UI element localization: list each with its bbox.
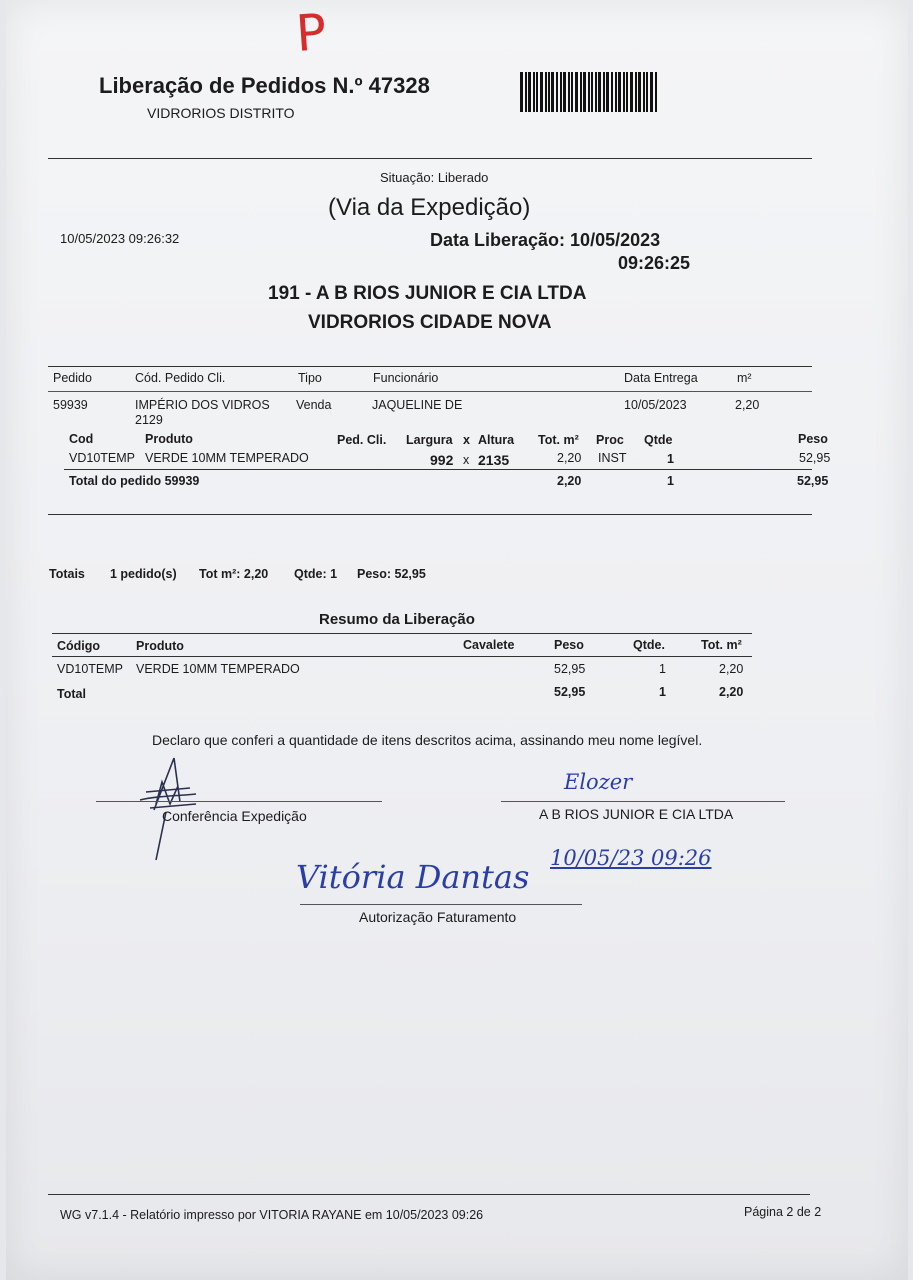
- order-header-rule: [48, 391, 812, 392]
- order-pedido: 59939: [53, 398, 88, 412]
- col-header-tipo: Tipo: [298, 371, 322, 385]
- totals-label: Totais: [49, 567, 85, 581]
- customer-name: 191 - A B RIOS JUNIOR E CIA LTDA: [268, 283, 587, 304]
- summary-total-qtde: 1: [659, 685, 666, 699]
- col-header-cod-pedido-cli: Cód. Pedido Cli.: [135, 371, 226, 385]
- order-m2: 2,20: [735, 398, 760, 412]
- item-cod: VD10TEMP: [69, 451, 135, 465]
- item-produto: VERDE 10MM TEMPERADO: [145, 451, 309, 465]
- summary-codigo: VD10TEMP: [57, 662, 123, 676]
- summary-header-tot-m2: Tot. m²: [701, 638, 742, 652]
- signature-label-left: Conferência Expedição: [162, 808, 307, 824]
- order-total-qtde: 1: [667, 474, 674, 488]
- order-cod-pedido-cli-number: 2129: [135, 413, 163, 427]
- barcode: [520, 72, 660, 112]
- summary-header-qtde: Qtde.: [633, 638, 665, 652]
- item-qtde: 1: [667, 452, 674, 466]
- item-tot-m2: 2,20: [557, 451, 582, 465]
- printed-at: 10/05/2023 09:26:32: [60, 231, 180, 246]
- summary-total-tot-m2: 2,20: [719, 685, 744, 699]
- summary-qtde: 1: [659, 662, 666, 676]
- item-header-altura: Altura: [478, 433, 515, 447]
- totals-qtde: Qtde: 1: [294, 567, 338, 581]
- order-total-label: Total do pedido 59939: [69, 474, 200, 488]
- order-cod-pedido-cli: IMPÉRIO DOS VIDROS: [135, 398, 270, 412]
- item-header-proc: Proc: [596, 433, 624, 447]
- totals-peso: Peso: 52,95: [357, 567, 426, 581]
- item-total-rule: [64, 469, 812, 470]
- summary-peso: 52,95: [554, 662, 586, 676]
- item-peso: 52,95: [799, 451, 831, 465]
- signature-handwritten-right: Elozer: [564, 770, 633, 794]
- item-header-peso: Peso: [798, 432, 828, 446]
- release-date: Data Liberação: 10/05/2023: [430, 230, 661, 250]
- summary-tot-m2: 2,20: [719, 662, 744, 676]
- order-tipo: Venda: [296, 398, 332, 412]
- col-header-funcionario: Funcionário: [373, 371, 439, 385]
- item-proc: INST: [598, 451, 627, 465]
- document-title: Liberação de Pedidos N.º 47328: [99, 73, 430, 98]
- item-header-qtde: Qtde: [644, 433, 673, 447]
- signature-label-right: A B RIOS JUNIOR E CIA LTDA: [539, 806, 734, 822]
- summary-title: Resumo da Liberação: [319, 611, 475, 628]
- item-altura: 2135: [478, 452, 510, 468]
- header-divider: [48, 158, 812, 159]
- summary-header-produto: Produto: [136, 639, 184, 653]
- summary-header-cavalete: Cavalete: [463, 638, 515, 652]
- release-time: 09:26:25: [618, 253, 691, 273]
- item-header-produto: Produto: [145, 432, 193, 446]
- summary-produto: VERDE 10MM TEMPERADO: [136, 662, 300, 676]
- document-sheet: [6, 0, 908, 1280]
- signature-line-right: [501, 801, 785, 802]
- col-header-m2: m²: [737, 371, 752, 385]
- issuer-company: VIDRORIOS DISTRITO: [147, 105, 295, 121]
- item-header-ped-cli: Ped. Cli.: [337, 433, 387, 447]
- order-table-bottom-rule: [48, 514, 812, 515]
- item-header-tot-m2: Tot. m²: [538, 433, 579, 447]
- declaration-text: Declaro que conferi a quantidade de itens descritos acima, assinando meu nome legível.: [152, 732, 703, 748]
- summary-header-codigo: Código: [57, 639, 101, 653]
- order-total-peso: 52,95: [797, 474, 829, 488]
- summary-header-rule: [52, 656, 752, 657]
- col-header-pedido: Pedido: [53, 371, 92, 385]
- signature-handwritten-center: Vitória Dantas: [296, 858, 530, 896]
- footer-page-number: Página 2 de 2: [744, 1205, 822, 1219]
- situation-label: Situação: Liberado: [380, 170, 489, 185]
- item-header-x: x: [463, 433, 470, 447]
- signature-scribble-left: [126, 752, 216, 862]
- order-funcionario: JAQUELINE DE: [372, 398, 463, 412]
- signature-line-left: [96, 801, 382, 802]
- footer-rule: [48, 1194, 810, 1195]
- signature-label-center: Autorização Faturamento: [359, 909, 517, 925]
- summary-top-rule: [52, 633, 752, 634]
- copy-label: (Via da Expedição): [328, 194, 531, 221]
- summary-total-peso: 52,95: [554, 685, 586, 699]
- col-header-data-entrega: Data Entrega: [624, 371, 698, 385]
- summary-header-peso: Peso: [554, 638, 584, 652]
- signature-handwritten-date: 10/05/23 09:26: [550, 846, 712, 870]
- totals-pedidos: 1 pedido(s): [110, 567, 177, 581]
- order-total-m2: 2,20: [557, 474, 582, 488]
- summary-total-label: Total: [57, 687, 86, 701]
- totals-m2: Tot m²: 2,20: [199, 567, 269, 581]
- order-table-top-rule: [48, 366, 812, 367]
- item-header-largura: Largura: [406, 433, 453, 447]
- footer-report-info: WG v7.1.4 - Relatório impresso por VITORIA RAYANE em 10/05/2023 09:26: [60, 1208, 484, 1222]
- item-x: x: [463, 453, 470, 467]
- customer-branch: VIDRORIOS CIDADE NOVA: [308, 312, 552, 333]
- order-data-entrega: 10/05/2023: [624, 398, 687, 412]
- item-largura: 992: [430, 452, 454, 468]
- signature-line-center: [300, 904, 582, 905]
- item-header-cod: Cod: [69, 432, 94, 446]
- handwritten-mark: P: [294, 3, 329, 63]
